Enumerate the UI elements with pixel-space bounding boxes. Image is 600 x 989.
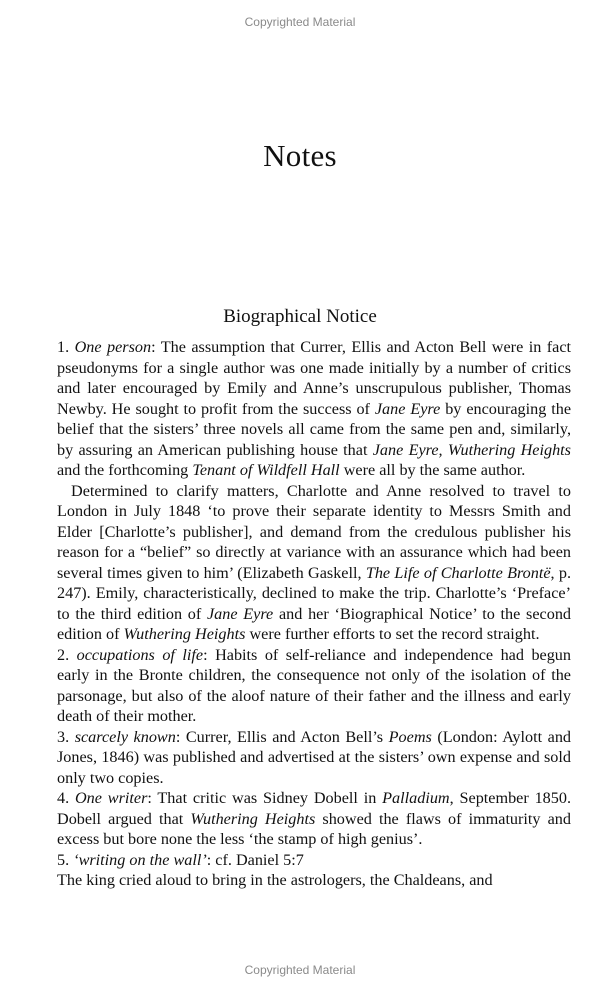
note-text: were all by the same author.: [339, 461, 526, 479]
note-number: 1.: [57, 338, 70, 356]
note-text: were further efforts to set the record straight.: [245, 625, 540, 643]
scripture-quote: The king cried aloud to bring in the astrologers, the Chaldeans, and: [57, 871, 493, 889]
note-text: showed the flaws of immaturity and excess but bore none the less ‘the stamp of high genius’.: [57, 809, 571, 848]
note-2: [57, 645, 571, 727]
note-number: 3.: [57, 727, 70, 746]
italic-title: Jane Eyre, Wuthering Heights: [372, 440, 571, 459]
italic-title: Jane Eyre: [207, 604, 274, 623]
note-number: 2.: [57, 645, 70, 664]
notes-body: [57, 337, 571, 891]
watermark-top: Copyrighted Material: [244, 15, 356, 29]
note-text: : Habits of self-reliance and independence had begun early in the Bronte children, the consequence not only of the isolation of the parsonage, but also of the aloof nature of their father and the illness and early death of their mother.: [57, 645, 571, 725]
italic-title: Poems: [388, 727, 432, 746]
note-text: by encouraging the belief that the sisters’ three novels all came from the same pen and, similarly, by assuring an American publishing house that: [57, 399, 572, 459]
note-term: occupations of life: [76, 645, 204, 664]
note-text: (London: Aylott and Jones, 1846) was published and advertised at the sisters’ own expense and sold only two copies.: [57, 727, 572, 787]
note-text: : The assumption that Currer, Ellis and Acton Bell were in fact pseudonyms for a single author was one made initially by a number of critics and later encouraged by Emily and Anne’s unscrupulous publisher, Thomas Newby. He sought to profit from the success of: [57, 338, 571, 418]
note-3: [57, 727, 571, 789]
note-term: scarcely known: [74, 727, 176, 746]
note-text: , September 1850. Dobell argued that: [57, 789, 571, 828]
note-term: One person: [74, 338, 152, 356]
italic-title: Tenant of Wildfell Hall: [192, 461, 340, 479]
note-text: : Currer, Ellis and Acton Bell’s: [175, 727, 389, 746]
note-text: : cf. Daniel 5:7: [206, 850, 304, 869]
note-5: [57, 850, 571, 871]
section-heading: Biographical Notice: [223, 306, 377, 327]
italic-title: The Life of Charlotte Brontë: [365, 563, 551, 582]
note-4: [57, 788, 571, 850]
watermark-bottom: Copyrighted Material: [244, 963, 356, 977]
italic-title: Wuthering Heights: [190, 809, 316, 828]
note-number: 5.: [57, 850, 70, 869]
page-title: Notes: [263, 138, 337, 173]
note-text: : That critic was Sidney Dobell in: [147, 789, 383, 807]
italic-title: Wuthering Heights: [123, 625, 246, 643]
italic-title: Jane Eyre: [374, 399, 441, 418]
note-number: 4.: [57, 789, 70, 807]
note-text: and her ‘Biographical Notice’ to the second edition of: [57, 604, 572, 643]
note-text: and the forthcoming: [57, 461, 193, 479]
note-text: , p. 247). Emily, characteristically, declined to make the trip. Charlotte’s ‘Preface’ to the third edition of: [57, 563, 572, 623]
note-1-continuation: [57, 481, 571, 645]
note-1: [57, 337, 571, 481]
note-term: One writer: [74, 789, 148, 807]
note-text: Determined to clarify matters, Charlotte and Anne resolved to travel to London in July 1848 ‘to prove their separate identity to Messrs Smith and Elder [Charlotte’s publisher], and demand from the credulous publisher his reason for a “belief” so directly at variance with an assurance which had been several times given to him’ (Elizabeth Gaskell,: [57, 481, 571, 582]
note-term: ‘writing on the wall’: [73, 850, 207, 869]
italic-title: Palladium: [382, 789, 450, 807]
